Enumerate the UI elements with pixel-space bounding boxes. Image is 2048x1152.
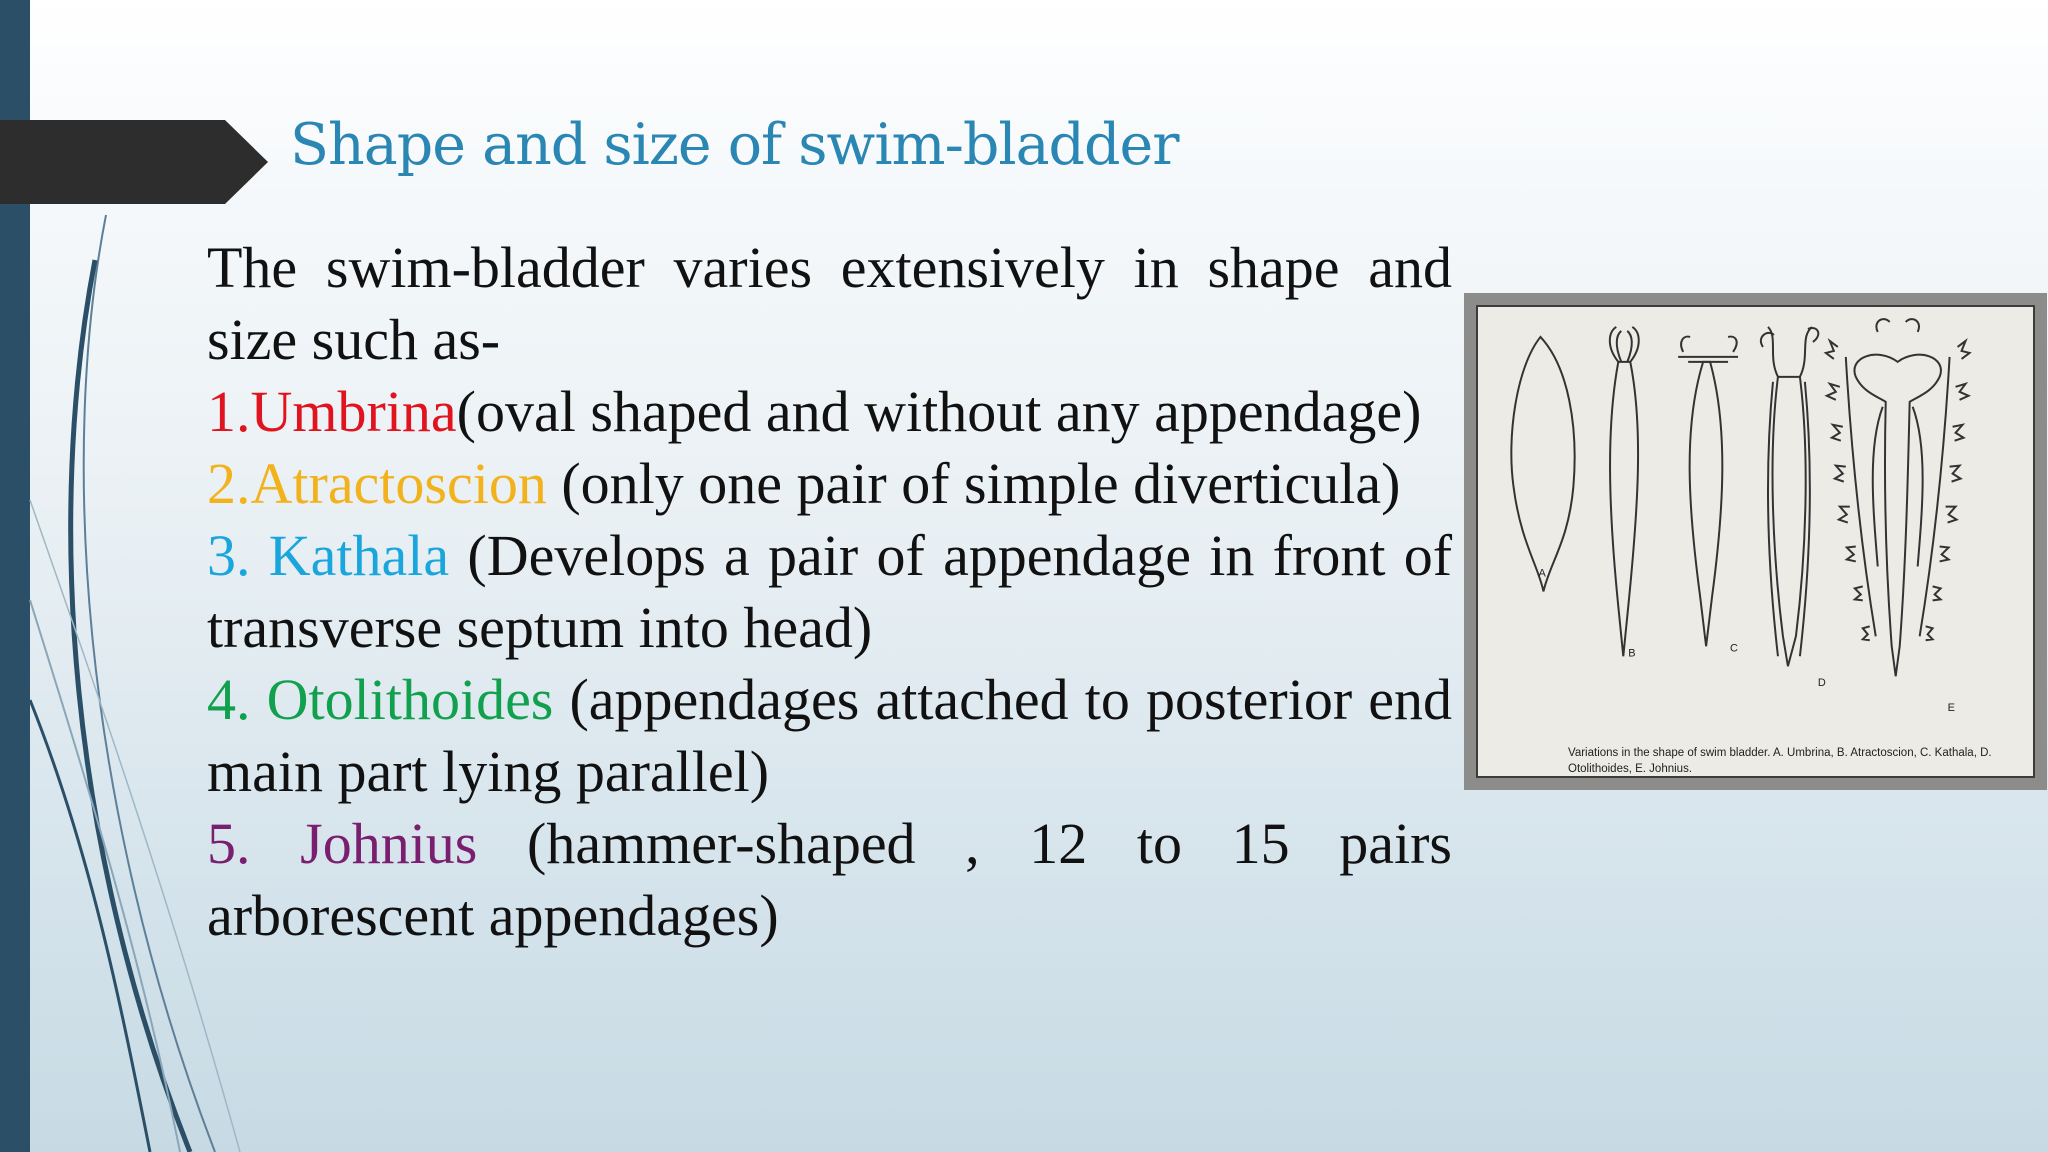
species-description: (oval shaped and without any appendage) xyxy=(456,379,1422,444)
species-name: Umbrina xyxy=(250,379,457,444)
slide-body xyxy=(207,232,1452,952)
figure-panel xyxy=(1476,305,2035,778)
bladder-shape-b xyxy=(1610,362,1638,656)
species-name: Johnius xyxy=(300,811,478,876)
figure-label-d: D xyxy=(1817,677,1826,690)
figure-label-b: B xyxy=(1628,647,1636,660)
species-description: (only one pair of simple diverticula) xyxy=(546,451,1401,516)
item-number: 4. xyxy=(207,667,267,732)
species-name: Kathala xyxy=(268,523,450,588)
figure-label-a: A xyxy=(1538,567,1546,580)
list-item xyxy=(207,448,1452,520)
bladder-shape-c xyxy=(1690,362,1723,646)
item-number: 3. xyxy=(207,523,269,588)
list-item xyxy=(207,520,1452,664)
species-description: (hammer-shaped , 12 to 15 pairs arborescent appendages) xyxy=(207,811,1452,948)
species-description: (Develops a pair of appendage in front of transverse septum into head) xyxy=(207,523,1453,660)
figure-label-e: E xyxy=(1947,702,1955,715)
bladder-shape-a xyxy=(1511,337,1574,591)
figure-label-c: C xyxy=(1730,642,1738,655)
species-name: Atractoscion xyxy=(250,451,547,516)
species-description: (appendages attached to posterior end main part lying parallel) xyxy=(207,667,1453,804)
title-arrow-shape xyxy=(0,120,268,204)
bladder-shape-d xyxy=(1773,377,1806,666)
swim-bladder-drawings xyxy=(1478,307,2033,776)
list-item xyxy=(207,376,1452,448)
list-item xyxy=(207,664,1452,808)
species-name: Otolithoides xyxy=(266,667,554,732)
intro-text: The swim-bladder varies extensively in shape and size such as- xyxy=(207,235,1452,372)
figure-caption: Variations in the shape of swim bladder. A. Umbrina, B. Atractoscion, C. Kathala, D. Otolithoides, E. Johnius. xyxy=(1568,747,1992,775)
slide-title: Shape and size of swim-bladder xyxy=(290,112,1179,178)
item-number: 1. xyxy=(207,379,251,444)
item-number: 5. xyxy=(207,811,301,876)
list-item xyxy=(207,808,1452,952)
item-number: 2. xyxy=(207,451,251,516)
swim-bladder-figure xyxy=(1464,293,2047,790)
